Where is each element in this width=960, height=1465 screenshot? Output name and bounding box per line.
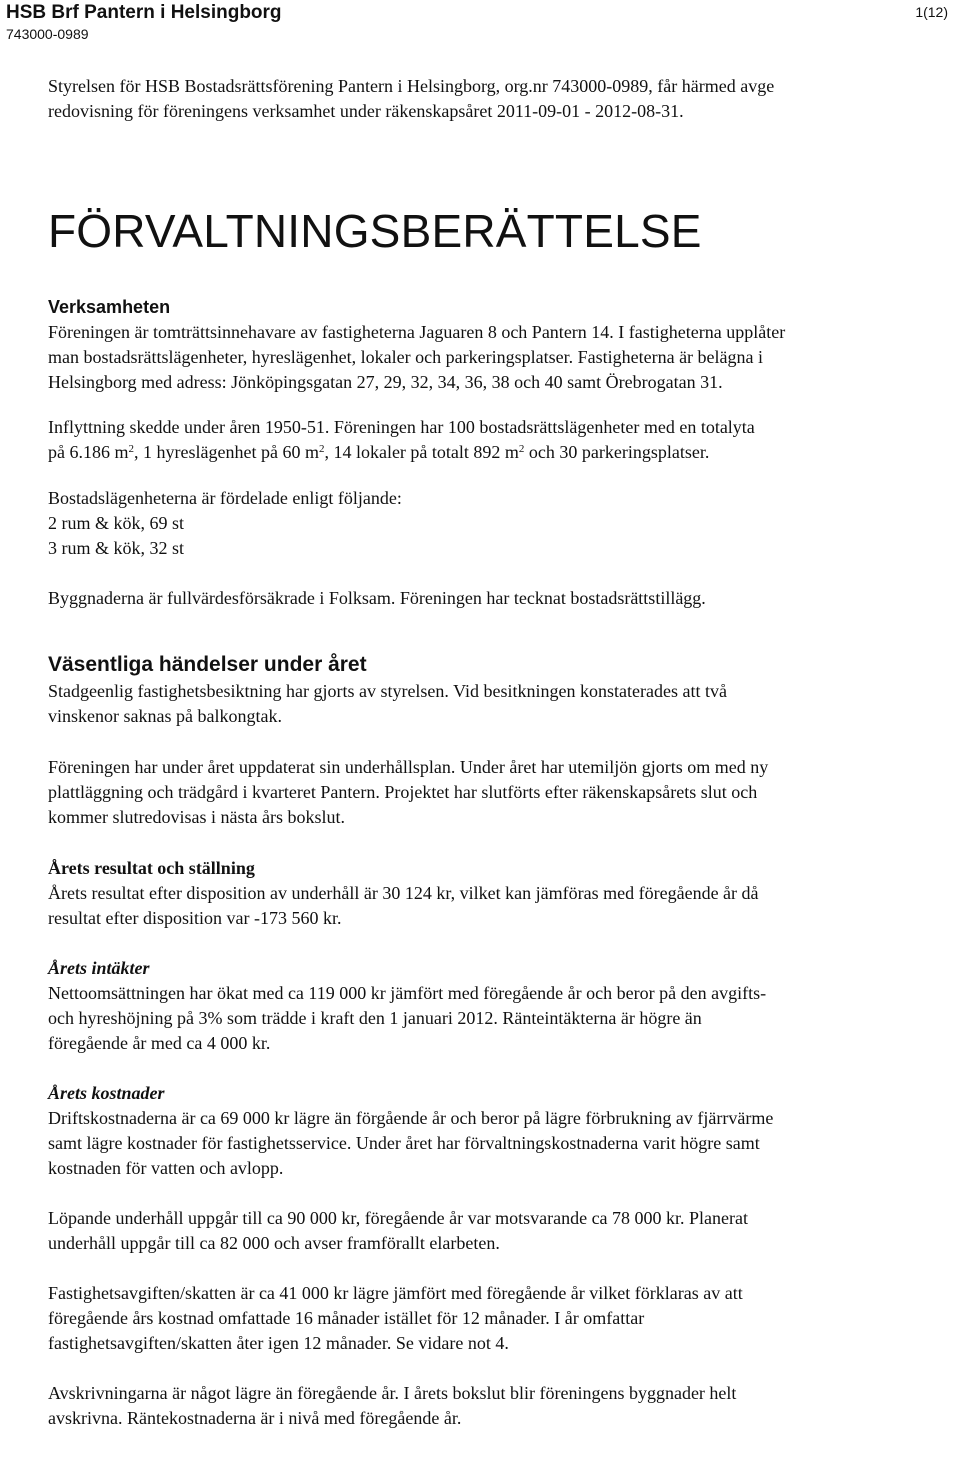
kostnader-paragraph-4 bbox=[48, 1381, 943, 1431]
intro-paragraph bbox=[48, 74, 943, 124]
resultat-paragraph bbox=[48, 881, 943, 931]
text-line: Föreningen har under året uppdaterat sin underhållsplan. Under året har utemiljön gjorts om med ny bbox=[48, 757, 769, 777]
subheading-kostnader: Årets kostnader bbox=[48, 1083, 165, 1103]
superscript: 2 bbox=[318, 443, 325, 455]
text-line: vinskenor saknas på balkongtak. bbox=[48, 706, 282, 726]
organization-name: HSB Brf Pantern i Helsingborg bbox=[6, 2, 282, 23]
text-line: man bostadsrättslägenheter, hyreslägenhet, lokaler och parkeringsplatser. Fastigheterna är belägna i bbox=[48, 347, 764, 367]
document-title: FÖRVALTNINGSBERÄTTELSE bbox=[48, 205, 702, 257]
text-line: Stadgeenlig fastighetsbesiktning har gjorts av styrelsen. Vid besitkningen konstaterades att två bbox=[48, 681, 727, 701]
text-line: Föreningen är tomträttsinnehavare av fastigheterna Jaguaren 8 och Pantern 14. I fastigheterna upplåter bbox=[48, 322, 786, 342]
text-line: Avskrivningarna är något lägre än föregående år. I årets bokslut blir föreningens byggnader helt bbox=[48, 1383, 737, 1403]
text-line: Byggnaderna är fullvärdesförsäkrade i Folksam. Föreningen har tecknat bostadsrättstillägg. bbox=[48, 588, 706, 608]
superscript: 2 bbox=[518, 443, 525, 455]
text-line: samt lägre kostnader för fastighetsservice. Under året har förvaltningskostnaderna varit högre samt bbox=[48, 1133, 760, 1153]
verksamheten-paragraph-2 bbox=[48, 415, 943, 465]
text-line: plattläggning och trädgård i kvarteret Pantern. Projektet har slutförts efter räkenskapsårets slut och bbox=[48, 782, 758, 802]
organization-number: 743000-0989 bbox=[6, 26, 89, 42]
document-body bbox=[48, 74, 943, 1431]
vasentliga-paragraph-1 bbox=[48, 679, 943, 729]
text-line: Fastighetsavgiften/skatten är ca 41 000 kr lägre jämfört med föregående år vilket förklaras av att bbox=[48, 1283, 743, 1303]
text-line: resultat efter disposition var -173 560 kr. bbox=[48, 908, 342, 928]
text-line: föregående år med ca 4 000 kr. bbox=[48, 1033, 271, 1053]
text-line: Löpande underhåll uppgår till ca 90 000 kr, föregående år var motsvarande ca 78 000 kr. Planerat bbox=[48, 1208, 749, 1228]
kostnader-paragraph-2 bbox=[48, 1206, 943, 1256]
text-segment: , 1 hyreslägenhet på 60 m bbox=[134, 442, 319, 462]
text-line: 2 rum & kök, 69 st bbox=[48, 513, 185, 533]
section-heading-vasentliga: Väsentliga händelser under året bbox=[48, 653, 367, 676]
text-segment: och 30 parkeringsplatser. bbox=[524, 442, 710, 462]
verksamheten-paragraph-3 bbox=[48, 486, 943, 561]
text-line: Inflyttning skedde under åren 1950-51. Föreningen har 100 bostadsrättslägenheter med en totalyta bbox=[48, 417, 755, 437]
verksamheten-paragraph-4 bbox=[48, 586, 943, 611]
kostnader-paragraph-1 bbox=[48, 1106, 943, 1181]
text-line: redovisning för föreningens verksamhet under räkenskapsåret 2011-09-01 - 2012-08-31. bbox=[48, 101, 684, 121]
page-number: 1(12) bbox=[915, 4, 948, 20]
section-heading-resultat: Årets resultat och ställning bbox=[48, 858, 255, 878]
section-heading-verksamheten: Verksamheten bbox=[48, 297, 171, 317]
text-line: Helsingborg med adress: Jönköpingsgatan 27, 29, 32, 34, 36, 38 och 40 samt Örebrogatan 31. bbox=[48, 372, 723, 392]
text-segment: på 6.186 m bbox=[48, 442, 129, 462]
text-line: Årets resultat efter disposition av underhåll är 30 124 kr, vilket kan jämföras med föregående år då bbox=[48, 883, 759, 903]
text-segment: , 14 lokaler på totalt 892 m bbox=[324, 442, 519, 462]
kostnader-paragraph-3 bbox=[48, 1281, 943, 1356]
vasentliga-paragraph-2 bbox=[48, 755, 943, 830]
text-line: Nettoomsättningen har ökat med ca 119 000 kr jämfört med föregående år och beror på den avgifts- bbox=[48, 983, 767, 1003]
superscript: 2 bbox=[128, 443, 134, 455]
text-line: avskrivna. Räntekostnaderna är i nivå med föregående år. bbox=[48, 1408, 462, 1428]
text-line: och hyreshöjning på 3% som trädde i kraft den 1 januari 2012. Ränteintäkterna är högre än bbox=[48, 1008, 702, 1028]
text-line: Styrelsen för HSB Bostadsrättsförening Pantern i Helsingborg, org.nr 743000-0989, får härmed avge bbox=[48, 76, 775, 96]
text-line: föregående års kostnad omfattade 16 månader istället för 12 månader. I år omfattar bbox=[48, 1308, 645, 1328]
text-line: 3 rum & kök, 32 st bbox=[48, 538, 185, 558]
text-line-area bbox=[48, 440, 943, 465]
text-line: fastighetsavgiften/skatten åter igen 12 månader. Se vidare not 4. bbox=[48, 1333, 509, 1353]
subheading-intakter: Årets intäkter bbox=[48, 958, 150, 978]
text-line: Driftskostnaderna är ca 69 000 kr lägre än förgående år och beror på lägre förbrukning av fjärrvärme bbox=[48, 1108, 774, 1128]
text-line: kostnaden för vatten och avlopp. bbox=[48, 1158, 284, 1178]
text-line: Bostadslägenheterna är fördelade enligt följande: bbox=[48, 488, 402, 508]
verksamheten-paragraph-1 bbox=[48, 320, 943, 395]
text-line: underhåll uppgår till ca 82 000 och avser framförallt elarbeten. bbox=[48, 1233, 500, 1253]
intakter-paragraph bbox=[48, 981, 943, 1056]
text-line: kommer slutredovisas i nästa års bokslut. bbox=[48, 807, 345, 827]
